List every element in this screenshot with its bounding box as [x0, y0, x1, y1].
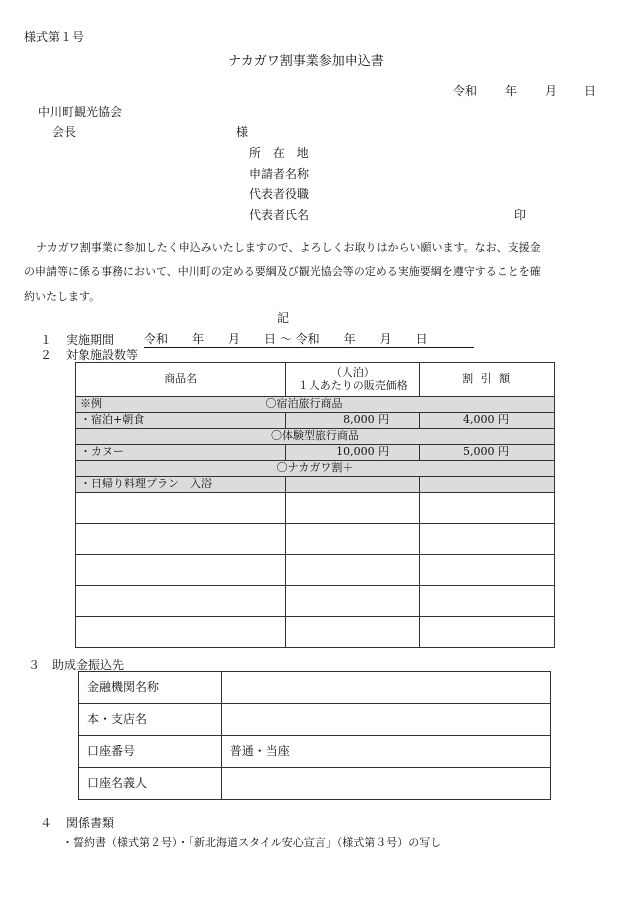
row1-name: ・宿泊+朝食: [76, 413, 286, 429]
header-discount: 割 引 額: [420, 363, 555, 397]
bank-table: [78, 671, 551, 800]
category-2: 〇体験型旅行商品: [76, 429, 555, 445]
empty-cell[interactable]: [286, 586, 420, 617]
bank-name-field[interactable]: [221, 672, 550, 704]
header-price-bottom: １人あたりの販売価格: [297, 378, 408, 392]
implementation-period: 令和 年 月 日 ～ 令和 年 月 日: [144, 333, 474, 348]
account-type-field[interactable]: 普通・当座: [221, 736, 550, 768]
section-2-number: ２: [40, 348, 53, 362]
section-3-number: ３: [28, 658, 41, 672]
applicant-name-label: 申請者名称: [249, 167, 310, 181]
form-number: 様式第１号: [24, 30, 85, 44]
row2-price: 10,000 円: [286, 445, 420, 461]
row3-discount: [420, 477, 555, 493]
table-row: [76, 555, 555, 586]
empty-cell[interactable]: [420, 493, 555, 524]
empty-cell[interactable]: [286, 524, 420, 555]
table-row: [76, 586, 555, 617]
empty-cell[interactable]: [76, 617, 286, 648]
table-row: [79, 768, 551, 800]
empty-cell[interactable]: [76, 493, 286, 524]
empty-cell[interactable]: [420, 524, 555, 555]
table-row: [76, 445, 555, 461]
seal-mark: 印: [514, 208, 527, 222]
table-row: [76, 617, 555, 648]
related-documents-item: ・誓約書（様式第２号）・「新北海道スタイル安心宣言」（様式第３号）の写し: [62, 836, 442, 849]
category-3: 〇ナカガワ割＋: [76, 461, 555, 477]
empty-cell[interactable]: [76, 524, 286, 555]
empty-cell[interactable]: [420, 617, 555, 648]
date-year: 年: [505, 84, 518, 98]
empty-cell[interactable]: [76, 586, 286, 617]
table-row: [79, 736, 551, 768]
row2-discount: 5,000 円: [420, 445, 555, 461]
example-category-row: [76, 397, 555, 413]
date-day: 日: [584, 84, 597, 98]
applicant-address-label: 所 在 地: [249, 146, 309, 160]
branch-name-label: 本・支店名: [79, 704, 222, 736]
empty-cell[interactable]: [76, 555, 286, 586]
body-line-3: 約いたします。: [24, 290, 101, 303]
section-1-label: 実施期間: [66, 333, 115, 347]
section-1-number: １: [40, 333, 53, 347]
row1-discount: 4,000 円: [420, 413, 555, 429]
section-2-label: 対象施設数等: [66, 348, 139, 362]
body-line-1: ナカガワ割事業に参加したく申込みいたしますので、よろしくお取りはからい願います。なお、支援金: [36, 241, 541, 254]
section-4-label: 関係書類: [66, 816, 115, 830]
header-product: 商品名: [76, 363, 286, 397]
empty-cell[interactable]: [420, 555, 555, 586]
addressee-title: 会長: [52, 125, 77, 139]
branch-name-field[interactable]: [221, 704, 550, 736]
table-row: [76, 461, 555, 477]
table-row: [76, 477, 555, 493]
row3-price: [286, 477, 420, 493]
representative-title-label: 代表者役職: [249, 187, 310, 201]
account-holder-label: 口座名義人: [79, 768, 222, 800]
ki-mark: 記: [277, 311, 290, 325]
empty-cell[interactable]: [286, 617, 420, 648]
empty-cell[interactable]: [286, 493, 420, 524]
body-line-2: の申請等に係る事務において、中川町の定める要綱及び観光協会等の定める実施要綱を遵守することを確: [24, 265, 541, 278]
empty-cell[interactable]: [420, 586, 555, 617]
row1-price: 8,000 円: [286, 413, 420, 429]
table-row: [76, 397, 555, 413]
table-row: [79, 704, 551, 736]
section-4-number: ４: [40, 816, 53, 830]
addressee-org: 中川町観光協会: [38, 105, 123, 119]
bank-name-label: 金融機関名称: [79, 672, 222, 704]
example-label: ※例: [80, 397, 102, 411]
addressee-honorific: 様: [236, 125, 249, 139]
row2-name: ・カヌー: [76, 445, 286, 461]
header-price-top: （人泊）: [330, 365, 375, 379]
empty-cell[interactable]: [286, 555, 420, 586]
table-row: [76, 493, 555, 524]
section-3-label: 助成金振込先: [52, 658, 125, 672]
table-row: [76, 429, 555, 445]
representative-name-label: 代表者氏名: [249, 208, 310, 222]
category-1: 〇宿泊旅行商品: [265, 397, 343, 411]
date-month: 月: [545, 84, 558, 98]
table-row: [76, 413, 555, 429]
table-row: [76, 524, 555, 555]
row3-name: ・日帰り料理プラン 入浴: [76, 477, 286, 493]
table-row: [79, 672, 551, 704]
date-era: 令和: [453, 84, 478, 98]
account-number-label: 口座番号: [79, 736, 222, 768]
header-price: [286, 363, 420, 397]
facility-table: [75, 362, 555, 648]
account-holder-field[interactable]: [221, 768, 550, 800]
page-title: ナカガワ割事業参加申込書: [228, 54, 384, 69]
